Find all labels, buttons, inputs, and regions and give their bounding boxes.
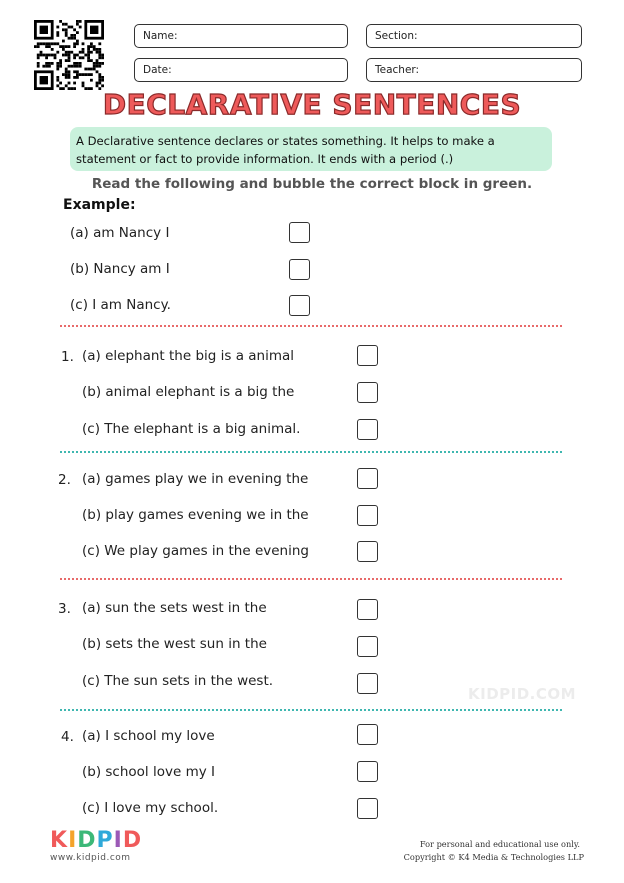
teacher-label: Teacher: [375,64,420,76]
q2-option-a: (a) games play we in evening the [82,471,309,487]
logo-letter: I [68,828,78,853]
footer-usage: For personal and educational use only. [419,839,580,849]
teacher-field[interactable] [366,58,582,82]
separator-dotted-teal [60,709,562,711]
section-label: Section: [375,30,418,42]
logo-letter: D [77,828,97,853]
q4-option-a: (a) I school my love [82,728,215,744]
q1-checkbox-b[interactable] [357,382,378,403]
q2-option-b: (b) play games evening we in the [82,507,309,523]
q1-option-a: (a) elephant the big is a animal [82,348,295,364]
qr-code-icon [34,20,104,90]
logo-letter: I [113,828,123,853]
question-number: 2. [58,472,71,488]
logo-letter: K [50,828,69,853]
name-label: Name: [143,30,178,42]
q4-checkbox-b[interactable] [357,761,378,782]
page-title: DECLARATIVE SENTENCES [102,88,522,121]
q3-option-b: (b) sets the west sun in the [82,636,267,652]
q1-option-c: (c) The elephant is a big animal. [82,421,301,437]
q1-option-b: (b) animal elephant is a big the [82,384,295,400]
q4-option-c: (c) I love my school. [82,800,219,816]
kidpid-logo [50,828,142,853]
example-option-a: (a) am Nancy I [70,225,170,241]
logo-url: www.kidpid.com [50,853,131,863]
separator-dotted-red [60,325,562,327]
section-field[interactable] [366,24,582,48]
q3-option-c: (c) The sun sets in the west. [82,673,274,689]
question-number: 4. [61,729,74,745]
q1-checkbox-c[interactable] [357,419,378,440]
logo-letter: P [96,828,114,853]
q4-checkbox-a[interactable] [357,724,378,745]
q3-checkbox-c[interactable] [357,673,378,694]
separator-dotted-teal [60,451,562,453]
footer-copyright: Copyright © K4 Media & Technologies LLP [403,852,584,862]
instruction-text: Read the following and bubble the correct block in green. [91,176,533,192]
q2-option-c: (c) We play games in the evening [82,543,309,559]
separator-dotted-red [60,578,562,580]
watermark: KIDPID.COM [468,685,577,703]
q1-checkbox-a[interactable] [357,345,378,366]
example-option-c: (c) I am Nancy. [70,297,171,313]
q2-checkbox-a[interactable] [357,468,378,489]
date-label: Date: [143,64,172,76]
example-checkbox-b[interactable] [289,259,310,280]
q3-checkbox-b[interactable] [357,636,378,657]
question-number: 3. [58,601,71,617]
name-field[interactable] [134,24,348,48]
q3-checkbox-a[interactable] [357,599,378,620]
example-checkbox-c[interactable] [289,295,310,316]
example-label: Example: [63,197,136,213]
q2-checkbox-b[interactable] [357,505,378,526]
q4-option-b: (b) school love my I [82,764,215,780]
q2-checkbox-c[interactable] [357,541,378,562]
date-field[interactable] [134,58,348,82]
q4-checkbox-c[interactable] [357,798,378,819]
q3-option-a: (a) sun the sets west in the [82,600,267,616]
definition-box: A Declarative sentence declares or states something. It helps to make a statement or fact to provide information. It ends with a period (.) [70,127,552,171]
example-checkbox-a[interactable] [289,222,310,243]
example-option-b: (b) Nancy am I [70,261,170,277]
question-number: 1. [61,349,74,365]
logo-letter: D [122,828,143,853]
